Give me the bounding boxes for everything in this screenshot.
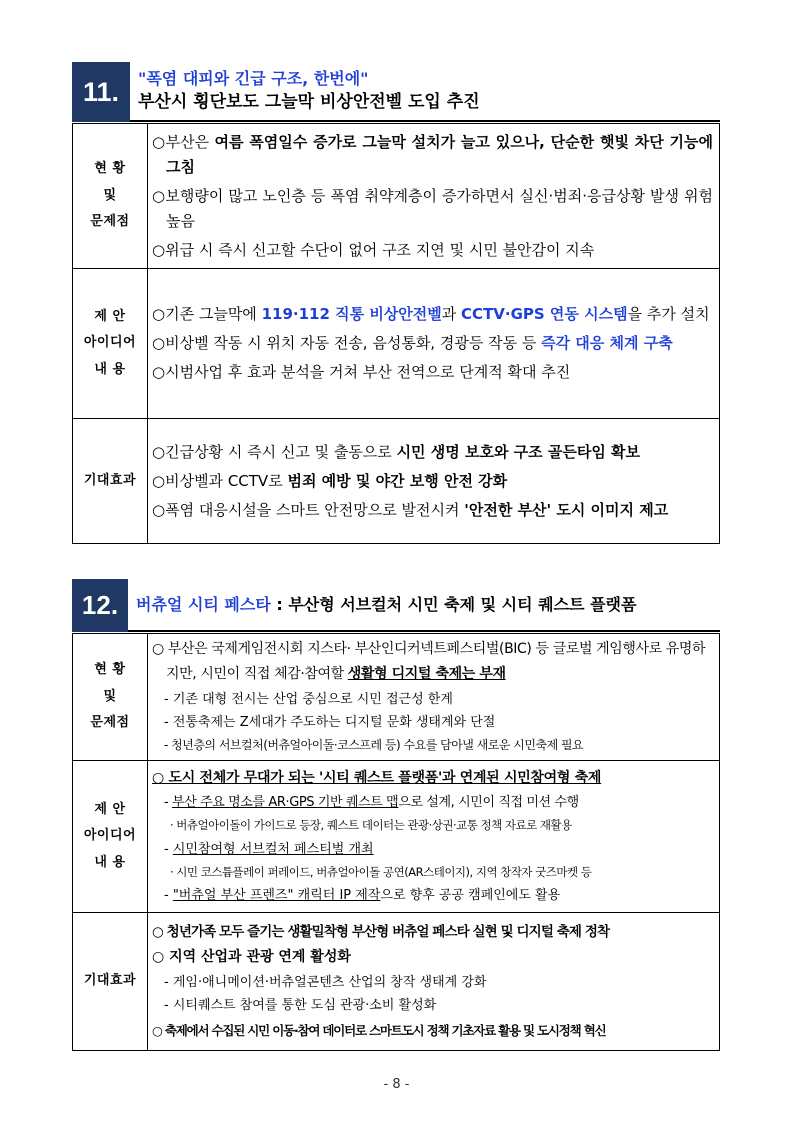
list-item: - 청년층의 서브컬처(버츄얼아이돌·코스프레 등) 수요를 담아낼 새로운 시민축제 필요: [164, 738, 584, 753]
label-text: 문제점: [90, 715, 130, 731]
row-content-proposal: [148, 761, 720, 913]
list-item: · 시민 코스튬플레이 퍼레이드, 버츄얼아이돌 공연(AR스테이지), 지역 창작자 굿즈마켓 등: [170, 864, 592, 879]
list-item: ○ 도시 전체가 무대가 되는 '시티 퀘스트 플랫폼'과 연계된 시민참여형 축제: [152, 769, 602, 786]
label-text: 및: [103, 187, 117, 203]
table-row: [73, 269, 720, 419]
list-item: ○비상벨 작동 시 위치 자동 전송, 음성통화, 경광등 작동 등 즉각 대응 체계 구축: [152, 334, 673, 352]
list-item: ○시범사업 후 효과 분석을 거쳐 부산 전역으로 단계적 확대 추진: [152, 363, 571, 381]
label-text: 제 안: [94, 801, 126, 817]
list-item: ○ 부산은 국제게임전시회 지스타· 부산인디커넥트페스티벌(BIC) 등 글로벌 게임행사로 유명하지만, 시민이 직접 체감·참여할 생활형 디지털 축제는 부재: [152, 640, 706, 683]
label-text: 내 용: [94, 361, 126, 377]
section-11-header: [72, 62, 720, 122]
label-text: 문제점: [90, 214, 130, 230]
list-item: - 시티퀘스트 참여를 통한 도심 관광·소비 활성화: [164, 998, 437, 1014]
list-item: - "버츄얼 부산 프렌즈" 캐릭터 IP 제작으로 향후 공공 캠페인에도 활용: [164, 888, 561, 904]
section-number: 12.: [72, 579, 128, 632]
table-row: [73, 761, 720, 913]
table-row: [73, 913, 720, 1051]
label-text: 내 용: [94, 854, 126, 870]
list-item: - 게임·애니메이션·버츄얼콘텐츠 산업의 창작 생태계 강화: [164, 974, 487, 990]
row-label-current: [73, 634, 148, 761]
list-item: - 전통축제는 Z세대가 주도하는 디지털 문화 생태계와 단절: [164, 714, 496, 730]
row-content-proposal: [148, 269, 720, 419]
row-label-proposal: [73, 269, 148, 419]
page-number: - 8 -: [383, 1077, 410, 1092]
table-row: [73, 124, 720, 269]
row-label-proposal: [73, 761, 148, 913]
list-item: ○ 지역 산업과 관광 연계 활성화: [152, 949, 351, 966]
label-text: 제 안: [94, 308, 126, 324]
list-item: · 버츄얼아이돌이 가이드로 등장, 퀘스트 데이터는 관광·상권·교통 정책 자료로 재활용: [170, 818, 572, 833]
list-item: ○부산은 여름 폭염일수 증가로 그늘막 설치가 늘고 있으나, 단순한 햇빛 차단 기능에 그침: [152, 132, 714, 176]
section-number: 11.: [72, 62, 130, 122]
label-text: 및: [103, 688, 117, 704]
label-text: 아이디어: [83, 335, 137, 351]
section-title-line1: "폭염 대피와 긴급 구조, 한번에": [138, 69, 369, 88]
label-text: 현 황: [94, 161, 126, 177]
list-item: ○ 축제에서 수집된 시민 이동·참여 데이터로 스마트도시 정책 기초자료 활용 및 도시정책 혁신: [152, 1022, 606, 1038]
label-text: 기대효과: [83, 472, 137, 488]
row-content-effect: [148, 913, 720, 1051]
list-item: ○긴급상황 시 즉시 신고 및 출동으로 시민 생명 보호와 구조 골든타임 확보: [152, 442, 641, 461]
label-text: 현 황: [94, 662, 126, 678]
section-12-header: [72, 579, 720, 632]
list-item: ○기존 그늘막에 119·112 직통 비상안전벨과 CCTV·GPS 연동 시스템을 추가 설치: [152, 305, 710, 323]
row-content-effect: [148, 419, 720, 544]
row-label-current: [73, 124, 148, 269]
list-item: - 기존 대형 전시는 산업 중심으로 시민 접근성 한계: [164, 691, 453, 707]
list-item: ○보행량이 많고 노인층 등 폭염 취약계층이 증가하면서 실신·범죄·응급상황 발생 위험 높음: [152, 186, 713, 230]
section-title: [130, 62, 720, 122]
section-title: [128, 579, 720, 632]
row-label-effect: [73, 419, 148, 544]
label-text: 기대효과: [83, 973, 137, 989]
row-content-current: [148, 634, 720, 761]
label-text: 아이디어: [83, 828, 137, 844]
section-title-line2: 부산시 횡단보도 그늘막 비상안전벨 도입 추진: [138, 92, 480, 112]
list-item: ○ 청년가족 모두 즐기는 생활밀착형 부산형 버츄얼 페스타 실현 및 디지털 축제 정착: [152, 923, 610, 940]
section-12-table: [72, 633, 720, 1051]
list-item: ○위급 시 즉시 신고할 수단이 없어 구조 지연 및 시민 불안감이 지속: [152, 240, 595, 259]
table-row: [73, 419, 720, 544]
row-label-effect: [73, 913, 148, 1051]
list-item: - 부산 주요 명소를 AR·GPS 기반 퀘스트 맵으로 설계, 시민이 직접 미션 수행: [164, 795, 579, 810]
list-item: - 시민참여형 서브컬처 페스티벌 개최: [164, 841, 374, 857]
list-item: ○폭염 대응시설을 스마트 안전망으로 발전시켜 '안전한 부산' 도시 이미지 제고: [152, 500, 669, 519]
row-content-current: [148, 124, 720, 269]
section-title-line1: 버츄얼 시티 페스타 : 부산형 서브컬처 시민 축제 및 시티 퀘스트 플랫폼: [136, 594, 637, 614]
section-11-table: [72, 123, 720, 544]
table-row: [73, 634, 720, 761]
list-item: ○비상벨과 CCTV로 범죄 예방 및 야간 보행 안전 강화: [152, 471, 508, 490]
